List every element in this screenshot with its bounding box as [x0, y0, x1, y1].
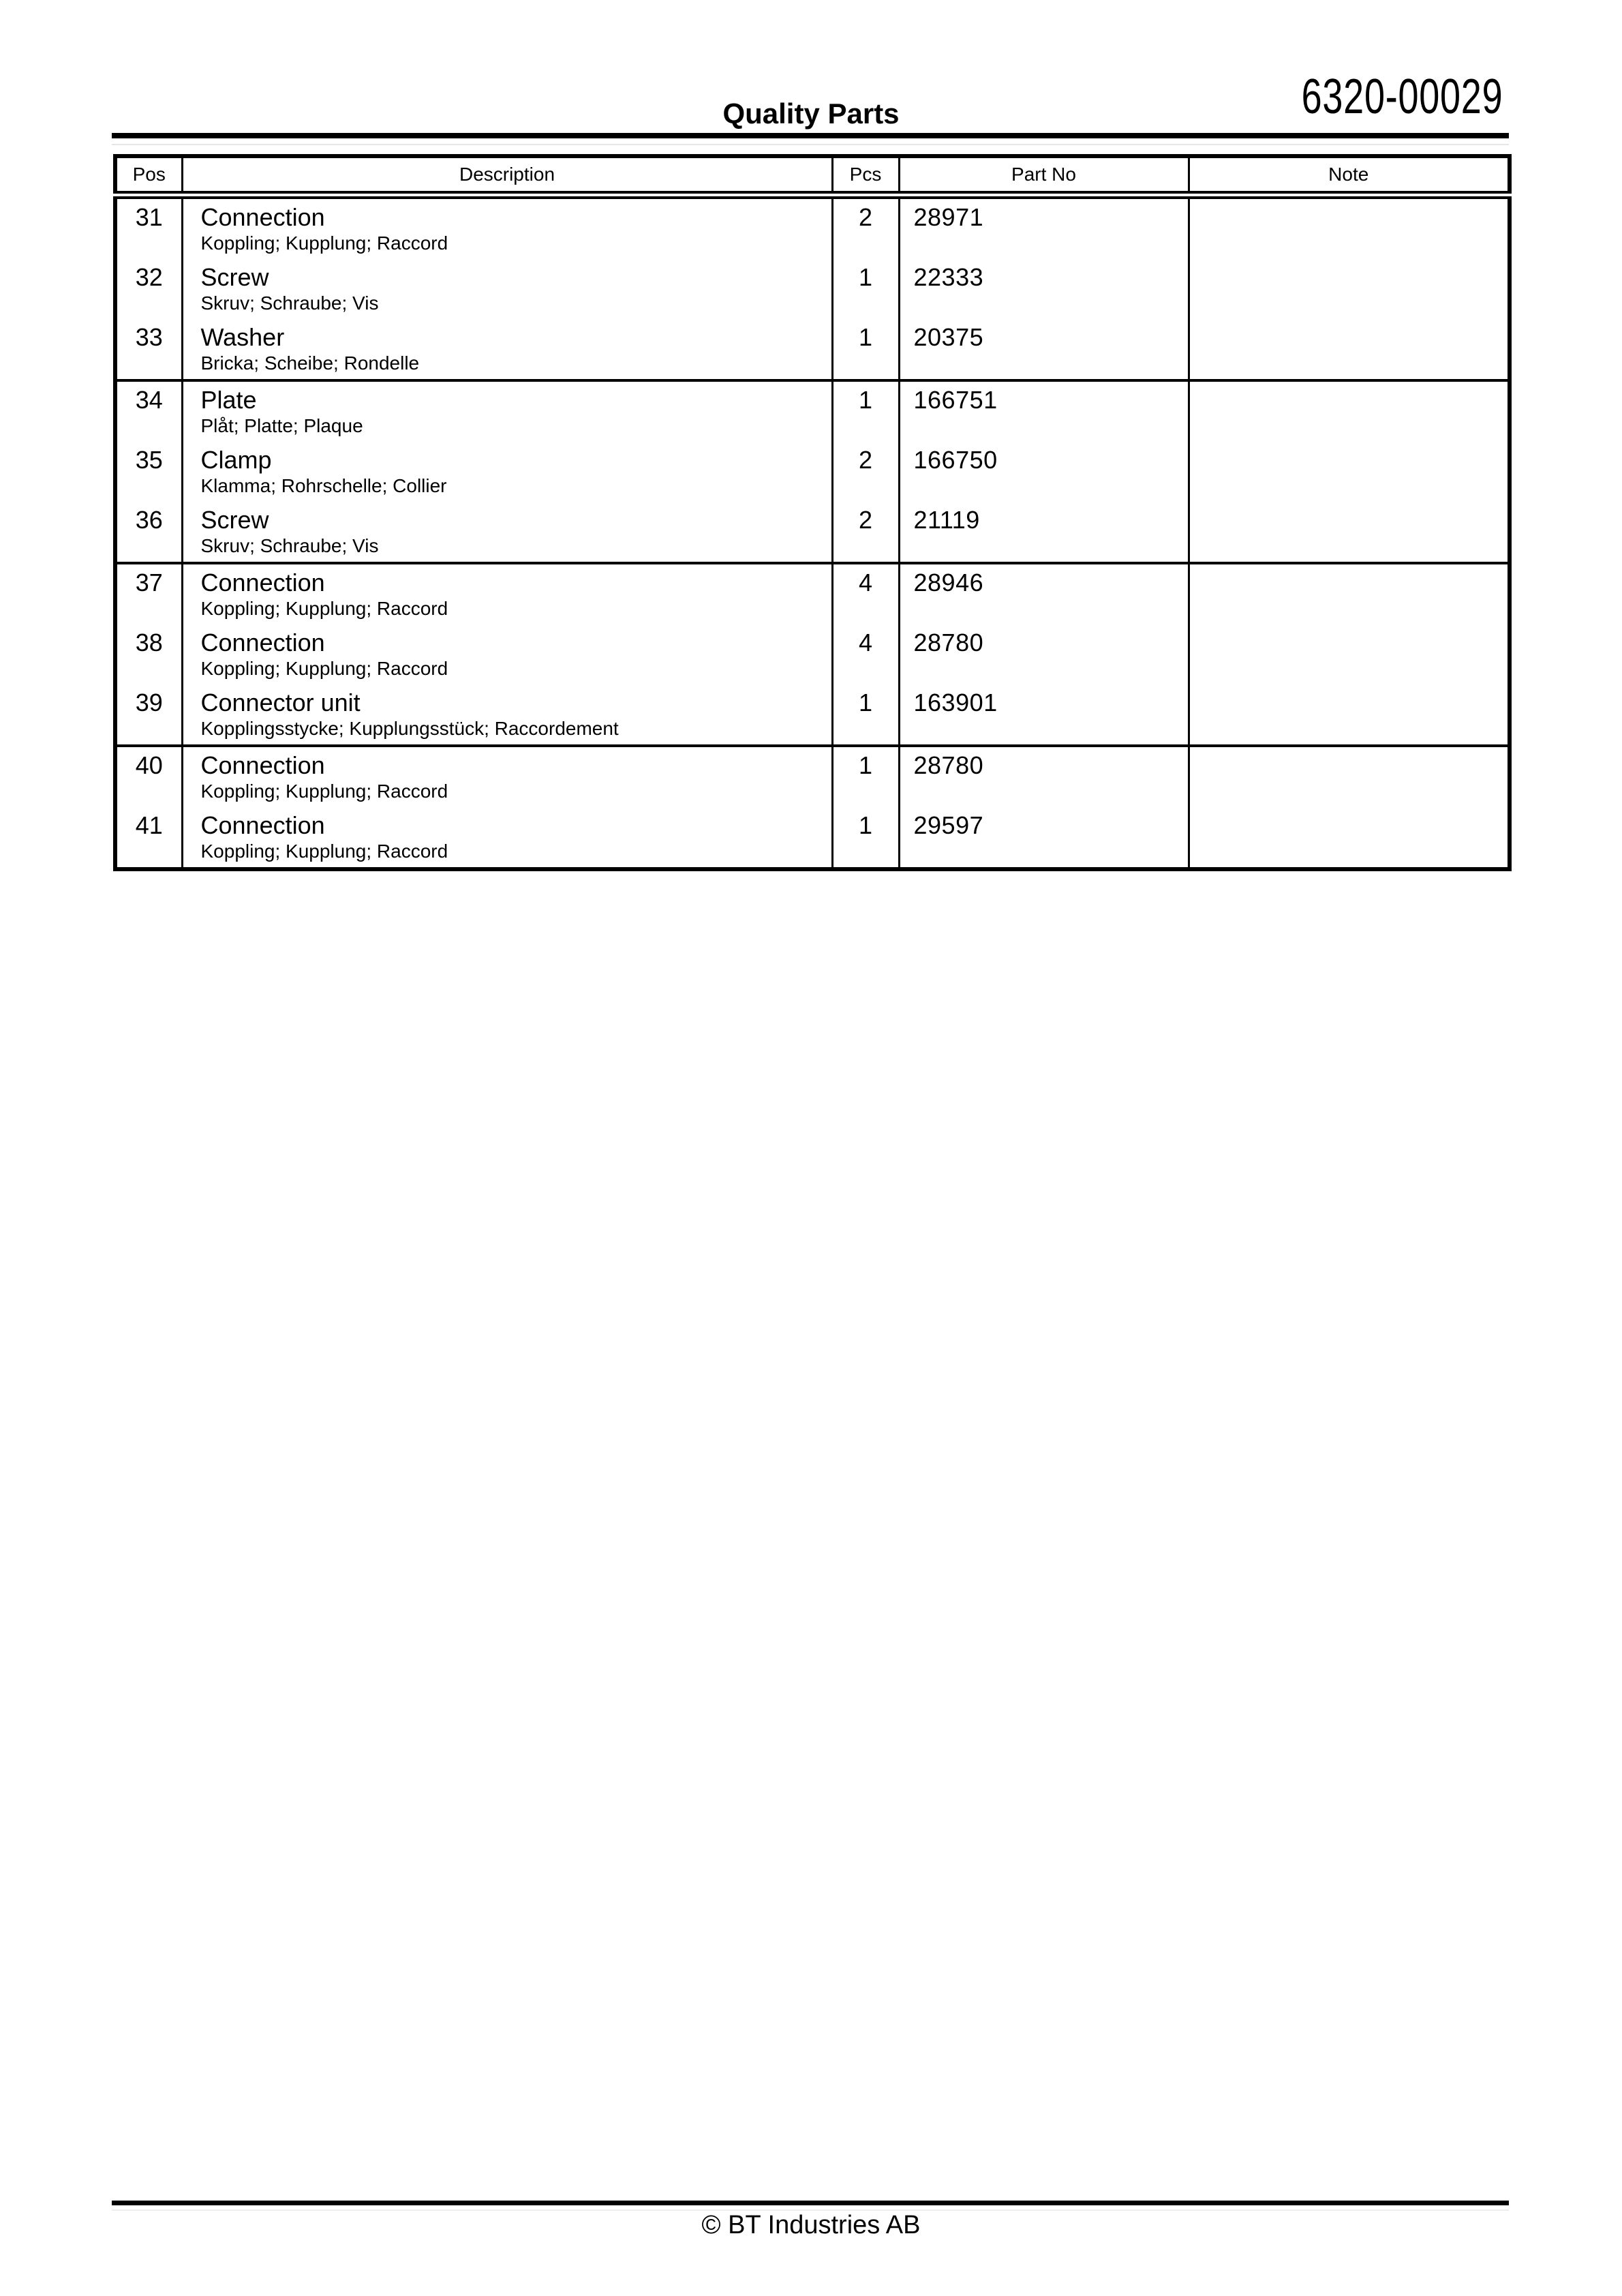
description-translations: Koppling; Kupplung; Raccord [200, 232, 448, 254]
cell-part-no: 163901 [899, 684, 1189, 746]
cell-pcs: 4 [832, 563, 899, 624]
table-row [115, 319, 1510, 380]
description-text: Connection [200, 569, 325, 596]
cell-pos: 40 [115, 746, 182, 807]
cell-pos: 36 [135, 506, 163, 534]
col-header-pos: Pos [115, 156, 182, 195]
description-translations: Bricka; Scheibe; Rondelle [200, 352, 420, 374]
cell-pcs: 4 [832, 624, 899, 684]
table-row [115, 807, 1510, 869]
table-row [115, 684, 1510, 746]
table-row [115, 259, 1510, 319]
cell-note [1189, 319, 1510, 380]
cell-description [182, 684, 832, 746]
cell-description [182, 380, 832, 442]
cell-pcs: 1 [832, 684, 899, 746]
description-text: Screw [200, 506, 269, 534]
description-text: Clamp [200, 446, 272, 474]
cell-part-no: 29597 [899, 807, 1189, 869]
cell-note [1189, 563, 1510, 624]
page-title: Quality Parts [722, 97, 900, 130]
cell-pos: 35 [135, 446, 163, 474]
cell-description [182, 807, 832, 869]
col-header-description: Description [182, 156, 832, 195]
description-text: Connection [200, 629, 325, 656]
cell-part-no: 28780 [899, 624, 1189, 684]
cell-pos: 39 [135, 689, 163, 716]
table-row [115, 195, 1510, 259]
cell-pcs: 1 [832, 807, 899, 869]
description-translations: Skruv; Schraube; Vis [200, 292, 379, 314]
description-text: Washer [200, 323, 285, 351]
description-translations: Koppling; Kupplung; Raccord [200, 658, 448, 679]
table-row [115, 624, 1510, 684]
footer-copyright: © BT Industries AB [701, 2211, 921, 2239]
parts-table-header [115, 156, 1510, 195]
cell-note [1189, 624, 1510, 684]
description-text: Connection [200, 811, 325, 839]
cell-part-no: 166751 [899, 380, 1189, 442]
cell-note [1189, 380, 1510, 442]
header-row [115, 156, 1510, 195]
cell-pcs: 1 [832, 259, 899, 319]
cell-note [1189, 684, 1510, 746]
cell-part-no: 22333 [899, 259, 1189, 319]
cell-pcs: 1 [832, 746, 899, 807]
description-text: Connector unit [200, 689, 361, 716]
cell-description [182, 746, 832, 807]
cell-part-no: 20375 [899, 319, 1189, 380]
parts-table-body [115, 195, 1510, 869]
col-header-part-no: Part No [899, 156, 1189, 195]
description-translations: Koppling; Kupplung; Raccord [200, 781, 448, 802]
description-translations: Klamma; Rohrschelle; Collier [200, 475, 447, 496]
cell-part-no: 28971 [899, 195, 1189, 259]
description-text: Connection [200, 203, 325, 231]
description-text: Connection [200, 751, 325, 779]
header-rule [112, 133, 1509, 138]
cell-pcs: 2 [832, 195, 899, 259]
cell-note [1189, 195, 1510, 259]
cell-pos: 32 [135, 263, 163, 291]
col-header-note: Note [1189, 156, 1510, 195]
table-row [115, 380, 1510, 442]
cell-description [182, 563, 832, 624]
table-row [115, 746, 1510, 807]
table-row [115, 442, 1510, 502]
cell-pcs: 1 [832, 319, 899, 380]
cell-note [1189, 259, 1510, 319]
cell-pcs: 2 [832, 442, 899, 502]
cell-pos: 33 [135, 323, 163, 351]
cell-part-no: 21119 [899, 502, 1189, 563]
cell-note [1189, 502, 1510, 563]
cell-description [182, 624, 832, 684]
description-translations: Plåt; Platte; Plaque [200, 415, 363, 436]
cell-pos: 38 [135, 629, 163, 656]
cell-pos: 37 [115, 563, 182, 624]
cell-description [182, 319, 832, 380]
cell-description [182, 259, 832, 319]
table-row [115, 563, 1510, 624]
document-number: 6320-00029 [1301, 70, 1503, 124]
description-translations: Koppling; Kupplung; Raccord [200, 598, 448, 619]
description-text: Screw [200, 263, 269, 291]
cell-pcs: 1 [832, 380, 899, 442]
description-translations: Skruv; Schraube; Vis [200, 535, 379, 556]
col-header-pcs: Pcs [832, 156, 899, 195]
parts-table [113, 154, 1512, 871]
cell-part-no: 28946 [899, 563, 1189, 624]
cell-note [1189, 442, 1510, 502]
description-text: Plate [200, 386, 257, 414]
footer-rule [112, 2201, 1509, 2205]
description-translations: Koppling; Kupplung; Raccord [200, 841, 448, 862]
cell-note [1189, 746, 1510, 807]
cell-pos: 41 [135, 811, 163, 839]
cell-description [182, 442, 832, 502]
cell-pos: 31 [135, 203, 163, 231]
table-row [115, 502, 1510, 563]
cell-pos: 34 [115, 380, 182, 442]
cell-description [182, 502, 832, 563]
description-translations: Kopplingsstycke; Kupplungsstück; Raccordement [200, 718, 619, 739]
cell-description [182, 195, 832, 259]
cell-note [1189, 807, 1510, 869]
cell-pcs: 2 [832, 502, 899, 563]
cell-part-no: 28780 [899, 746, 1189, 807]
cell-part-no: 166750 [899, 442, 1189, 502]
